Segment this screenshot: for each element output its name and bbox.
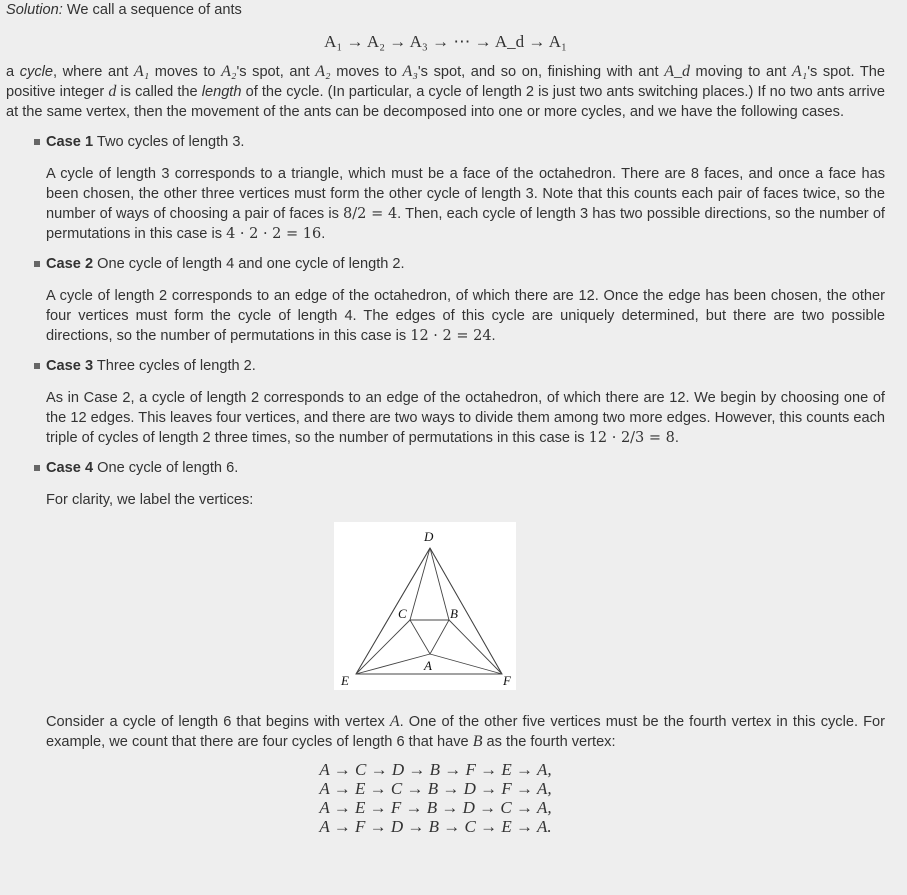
case-title: Case 1	[46, 134, 94, 150]
text-run: For clarity, we label the vertices:	[46, 492, 254, 508]
vertex-label-f: F	[503, 673, 511, 688]
case-subtitle: Three cycles of length 2.	[93, 358, 256, 374]
text-run: 's spot. The positive integer	[6, 64, 885, 100]
text-run: .	[674, 430, 679, 446]
text-run: A cycle of length 2 corresponds to an edge of the octahedron, of which there are 12. Once the edge has been chosen, the other four vertices must form the cycle of length 4. The edges of this cycle are uniquely determined, but there are two possible directions, so the number of permutations in this case is	[46, 288, 885, 344]
emphasis-text: Solution:	[6, 2, 63, 18]
math-expression: A	[389, 713, 400, 730]
text-run: of the cycle. (In particular, a cycle of length 2 is just two ants switching places.) If no two ants arrive at the same vertex, then the movement of the ants can be decomposed into one or more cycles, and we have the following cases.	[6, 84, 885, 120]
case-subtitle: Two cycles of length 3.	[93, 134, 245, 150]
text-run: We call a sequence of ants	[62, 2, 242, 18]
case-body	[46, 164, 885, 244]
math-expression: A₃	[402, 63, 418, 80]
vertex-label-e: E	[341, 673, 349, 688]
octahedron-diagram	[334, 522, 516, 690]
text-run: a	[6, 64, 20, 80]
math-expression: A₁	[133, 63, 150, 80]
text-run: is called the	[116, 84, 202, 100]
inner-triangle	[410, 620, 449, 654]
emphasis-text: cycle	[19, 64, 53, 80]
case-title: Case 3	[46, 358, 94, 374]
text-run: , where ant	[52, 64, 134, 80]
text-run: 's spot, and so on, finishing with ant	[417, 64, 665, 80]
case-body	[46, 388, 885, 448]
case-subtitle: One cycle of length 4 and one cycle of length 2.	[93, 256, 405, 272]
case-subtitle: One cycle of length 6.	[93, 460, 239, 476]
text-run: A cycle of length 3 corresponds to a triangle, which must be a face of the octahedron. There are 8 faces, and once a face has been chosen, the other three vertices must form the other cycle of length 3. Note that this counts each pair of faces twice, so the number of ways of choosing a pair of faces is	[46, 166, 885, 222]
vertex-label-d: D	[424, 529, 434, 544]
text-run: as the fourth vertex:	[482, 734, 616, 750]
text-run: moves to	[330, 64, 403, 80]
text-run: .	[491, 328, 496, 344]
case-body	[46, 490, 885, 510]
text-run: . One of the other five vertices must be the fourth vertex in this cycle. For example, we count that there are four cycles of length 6 that have	[46, 714, 885, 750]
cycle-line: A → E → C → B → D → F → A,	[319, 779, 552, 798]
text-run: . Then, each cycle of length 3 has two possible directions, so the number of permutations in this case is	[46, 206, 885, 242]
vertex-label-c: C	[398, 606, 407, 621]
outer-triangle	[356, 548, 502, 674]
cycle-line: A → F → D → B → C → E → A.	[319, 817, 552, 836]
math-expression: B	[472, 733, 483, 750]
vertex-label-a: A	[424, 658, 432, 673]
vertex-label-b: B	[450, 606, 458, 621]
case-item	[46, 458, 885, 836]
cycle-line: A → C → D → B → F → E → A,	[319, 760, 552, 779]
math-expression: A₁	[791, 63, 808, 80]
case-list	[6, 132, 885, 836]
text-run: As in Case 2, a cycle of length 2 corresponds to an edge of the octahedron, of which there are 12. We begin by choosing one of the 12 edges. This leaves four vertices, and there are two ways to divide them among two more edges. However, this counts each triple of cycles of length 2 three times, so the number of permutations in this case is	[46, 390, 885, 446]
math-expression: 4 · 2 · 2 = 16	[226, 226, 322, 242]
cycle-definition-paragraph	[6, 62, 885, 122]
text-run: 's spot, ant	[236, 64, 316, 80]
fourth-vertex-paragraph	[46, 712, 885, 752]
case-item	[46, 254, 885, 346]
math-expression: A₂	[221, 63, 237, 80]
cycle-display-equation: A₁ → A₂ → A₃ → ⋯ → A_d → A₁	[324, 32, 567, 51]
case-body	[46, 286, 885, 346]
case-title: Case 4	[46, 460, 94, 476]
cycle-list	[46, 760, 885, 836]
intro-line	[6, 0, 885, 20]
math-expression: d	[108, 83, 117, 100]
math-expression: 12 · 2/3 = 8	[588, 430, 675, 446]
text-run: Consider a cycle of length 6 that begins with vertex	[46, 714, 390, 730]
case-item	[46, 356, 885, 448]
case-title: Case 2	[46, 256, 94, 272]
math-expression: A₂	[315, 63, 331, 80]
math-expression: 8/2 = 4	[343, 206, 398, 222]
text-run: moves to	[149, 64, 222, 80]
math-expression: 12 · 2 = 24	[410, 328, 492, 344]
case-item	[46, 132, 885, 244]
emphasis-text: length	[201, 84, 242, 100]
text-run: .	[321, 226, 326, 242]
text-run: moving to ant	[689, 64, 792, 80]
math-expression: A_d	[664, 63, 690, 80]
cycle-line: A → E → F → B → D → C → A,	[319, 798, 552, 817]
